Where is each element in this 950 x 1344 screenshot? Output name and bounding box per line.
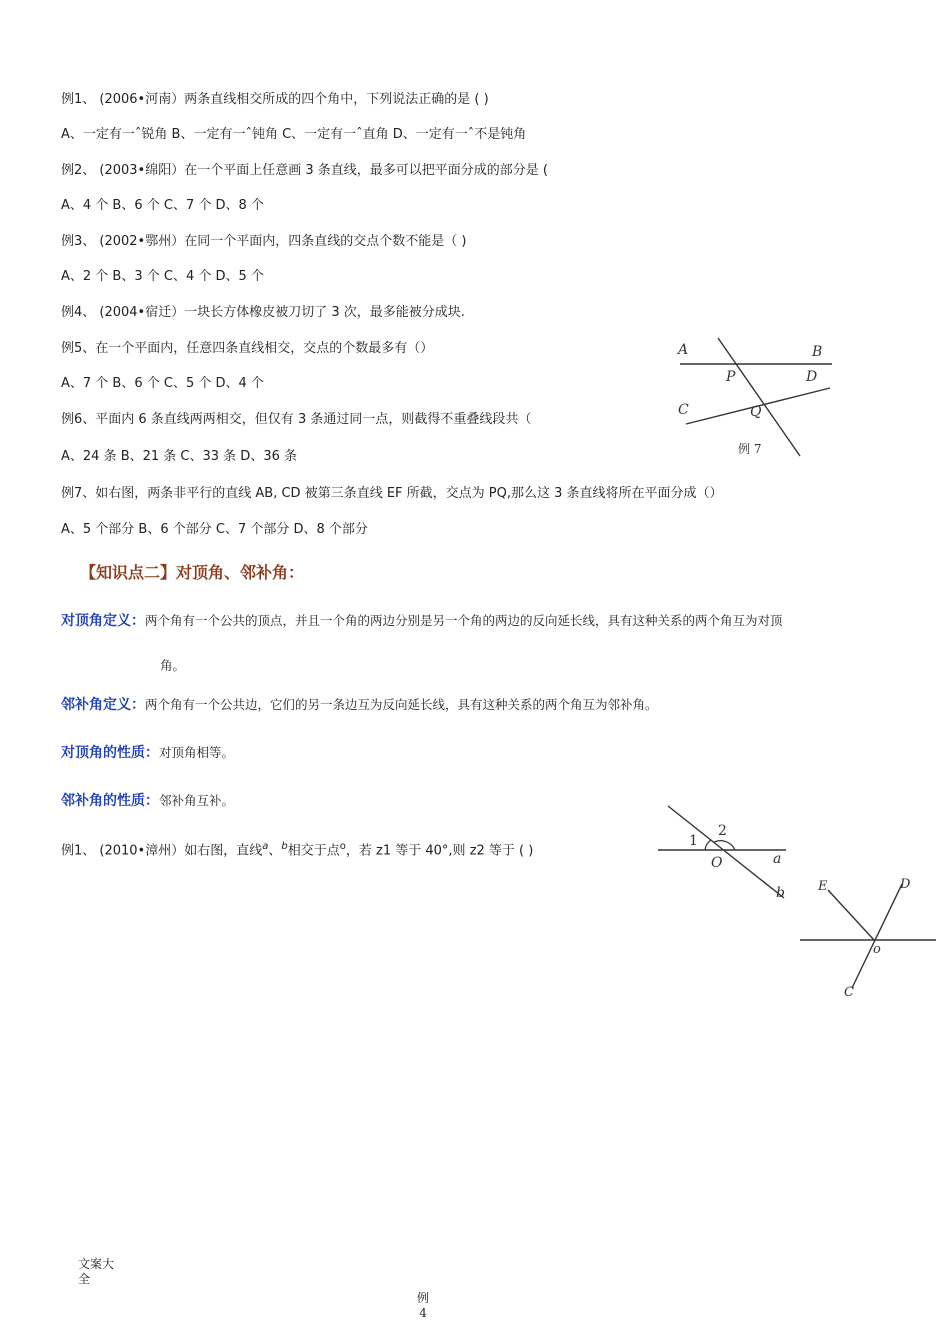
label-o: O (711, 855, 723, 871)
example-7-options: A、5 个部分 B、6 个部分 C、7 个部分 D、8 个部分 (61, 522, 368, 537)
example-1-options: A、一定有一ˆ锐角 B、一定有一ˆ钝角 C、一定有一ˆ直角 D、一定有一ˆ不是钝角 (61, 127, 527, 142)
example-7-question: 例7、如右图，两条非平行的直线 AB, CD 被第三条直线 EF 所截，交点为 PQ,那么这 3 条直线将所在平面分成（） (61, 486, 723, 501)
footer-center (417, 1291, 429, 1321)
section-heading: 【知识点二】对顶角、邻补角： (80, 563, 305, 582)
label-c: C (844, 985, 854, 998)
label-2: 2 (718, 823, 727, 839)
label-a: a (773, 851, 782, 867)
adjacent-property-term: 邻补角的性质： (61, 793, 159, 809)
vertical-angle-property (61, 744, 234, 763)
vertical-angle-continuation: 角。 (160, 658, 186, 673)
angle-1-arc (705, 840, 711, 850)
vertical-angle-text: 两个角有一个公共的顶点，并且一个角的两边分别是另一个角的两边的反向延长线，具有这种关系的两个角互为对顶 (145, 613, 783, 628)
footer-center-line-1: 例 (417, 1291, 430, 1305)
figure-caption: 例 7 (738, 442, 762, 456)
example-3-question: 例3、 (2002•鄂州）在同一个平面内，四条直线的交点个数不能是（ ) (61, 234, 467, 249)
var-b: b (281, 841, 288, 852)
vertical-angle-term: 对顶角定义： (61, 613, 145, 629)
label-d: D (900, 877, 911, 892)
adjacent-angle-term: 邻补角定义： (61, 697, 145, 713)
label-d: D (806, 369, 818, 385)
label-1: 1 (689, 833, 698, 849)
footer-left-line-1: 文案大 (78, 1257, 115, 1271)
label-e: E (818, 879, 828, 894)
line-eo (828, 890, 874, 940)
example-b-middle: 相交于点 (287, 843, 340, 859)
footer-left (78, 1257, 114, 1287)
var-a: a (262, 841, 269, 852)
label-c: C (678, 402, 689, 418)
label-p: P (726, 369, 736, 385)
example-6-options: A、24 条 B、21 条 C、33 条 D、36 条 (61, 449, 297, 464)
line-b (668, 806, 784, 898)
label-b: B (812, 344, 823, 360)
label-o: o (873, 942, 881, 957)
adjacent-property-text: 邻补角互补。 (159, 793, 235, 808)
example-2-question: 例2、 (2003•绵阳）在一个平面上任意画 3 条直线，最多可以把平面分成的部分是 ( (61, 163, 548, 178)
vertical-property-text: 对顶角相等。 (159, 745, 235, 760)
var-o: o (339, 841, 346, 852)
example-1-question: 例1、 (2006•河南）两条直线相交所成的四个角中，下列说法正确的是 ( ) (61, 92, 489, 107)
adjacent-angle-definition (61, 696, 658, 715)
example-5-question: 例5、在一个平面内，任意四条直线相交，交点的个数最多有（） (61, 341, 434, 356)
example-2-options: A、4 个 B、6 个 C、7 个 D、8 个 (61, 198, 264, 213)
example-6-question: 例6、平面内 6 条直线两两相交，但仅有 3 条通过同一点，则截得不重叠线段共（ (61, 412, 532, 427)
label-b: b (776, 885, 785, 901)
vertical-property-term: 对顶角的性质： (61, 745, 159, 761)
footer-left-line-2: 全 (78, 1272, 91, 1286)
footer-center-line-2: 4 (419, 1306, 427, 1320)
example-b-sep: 、 (268, 843, 282, 859)
example-b-question (61, 838, 533, 860)
example-b-suffix: ，若 z1 等于 40°,则 z2 等于 ( ) (345, 843, 534, 859)
line-dc (852, 884, 902, 988)
adjacent-angle-property (61, 792, 234, 811)
line-ef (718, 338, 800, 456)
example-4-question: 例4、 (2004•宿迁）一块长方体橡皮被刀切了 3 次，最多能被分成块. (61, 305, 465, 320)
example-b-prefix: 例1、 (2010•漳州）如右图，直线 (61, 843, 263, 859)
label-q: Q (750, 404, 762, 420)
figure-angles-1-2 (656, 800, 788, 902)
example-5-options: A、7 个 B、6 个 C、5 个 D、4 个 (61, 376, 264, 391)
label-a: A (678, 342, 689, 358)
example-3-options: A、2 个 B、3 个 C、4 个 D、5 个 (61, 269, 264, 284)
vertical-angle-definition (61, 612, 783, 631)
adjacent-angle-text: 两个角有一个公共边，它们的另一条边互为反向延长线，具有这种关系的两个角互为邻补角。 (145, 697, 658, 712)
figure-eocd (798, 876, 938, 998)
figure-example-7 (672, 336, 842, 460)
